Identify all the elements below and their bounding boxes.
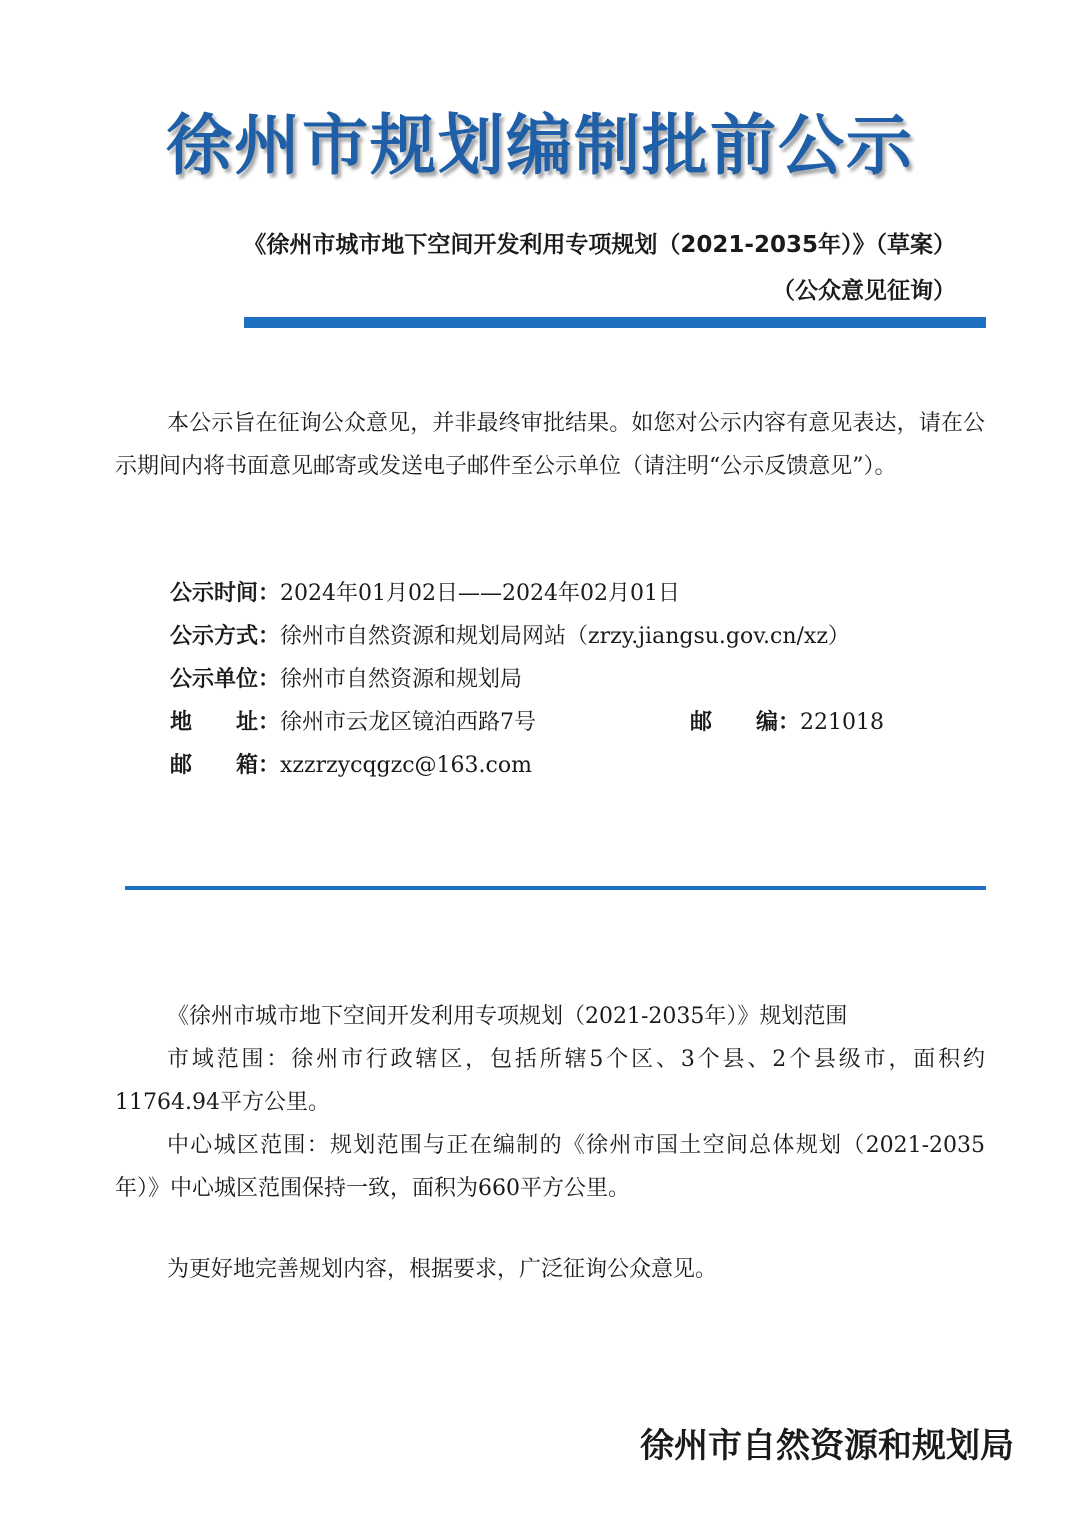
info-value-email: xzzrzycqgzc@163.com <box>280 753 532 778</box>
info-row-postcode <box>690 705 884 735</box>
info-row-time <box>170 576 680 606</box>
issuing-authority: 徐州市自然资源和规划局 <box>640 1426 1014 1466</box>
info-label-method: 公示方式： <box>170 624 281 649</box>
scope-heading: 《徐州市城市地下空间开发利用专项规划（2021-2035年）》规划范围 <box>167 1004 848 1029</box>
info-row-method <box>170 619 850 649</box>
info-label-postcode: 邮 编： <box>690 710 801 735</box>
intro-paragraph: 本公示旨在征询公众意见，并非最终审批结果。如您对公示内容有意见表达，请在公示期间内将书面意见邮寄或发送电子邮件至公示单位（请注明“公示反馈意见”）。 <box>115 411 985 479</box>
document-subtitle: 《徐州市城市地下空间开发利用专项规划（2021-2035年）》（草案） <box>243 232 956 258</box>
info-value-unit: 徐州市自然资源和规划局 <box>280 667 523 692</box>
closing-paragraph: 为更好地完善规划内容，根据要求，广泛征询公众意见。 <box>167 1257 718 1282</box>
info-value-address: 徐州市云龙区镜泊西路7号 <box>280 710 537 735</box>
info-value-time: 2024年01月02日——2024年02月01日 <box>280 581 680 606</box>
middle-divider <box>125 886 986 890</box>
info-row-address <box>170 705 536 735</box>
info-row-unit <box>170 662 522 692</box>
info-label-unit: 公示单位： <box>170 667 281 692</box>
scope-center-area: 中心城区范围：规划范围与正在编制的《徐州市国土空间总体规划（2021-2035年）》中心城区范围保持一致，面积为660平方公里。 <box>115 1133 985 1201</box>
info-row-email <box>170 748 532 778</box>
top-divider <box>244 317 986 328</box>
info-label-email: 邮 箱： <box>170 753 281 778</box>
scope-section <box>115 995 985 1210</box>
closing-section <box>115 1248 985 1291</box>
info-label-time: 公示时间： <box>170 581 281 606</box>
info-value-method: 徐州市自然资源和规划局网站（zrzy.jiangsu.gov.cn/xz） <box>280 624 850 649</box>
page-title: 徐州市规划编制批前公示 <box>166 107 914 184</box>
info-label-address: 地 址： <box>170 710 281 735</box>
scope-city-area: 市域范围：徐州市行政辖区，包括所辖5个区、3个县、2个县级市，面积约11764.94平方公里。 <box>115 1047 985 1115</box>
info-value-postcode: 221018 <box>800 710 884 735</box>
document-subtitle-note: （公众意见征询） <box>772 278 956 304</box>
